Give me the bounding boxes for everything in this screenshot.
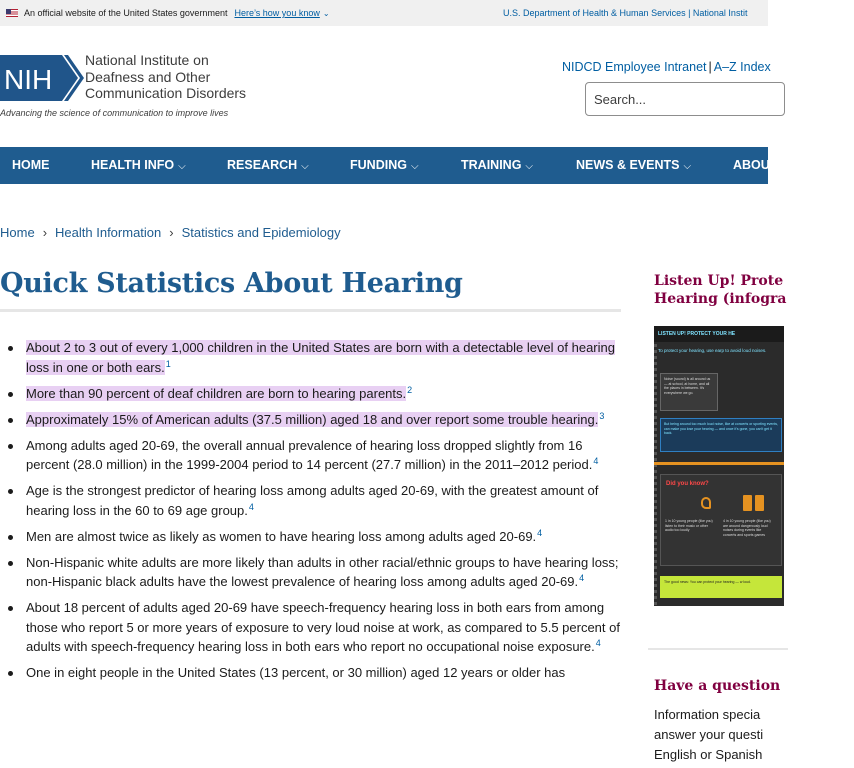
nav-health-info-label: HEALTH INFO — [91, 158, 175, 172]
employee-intranet-link[interactable]: NIDCD Employee Intranet — [562, 60, 707, 74]
footnote-link[interactable]: 3 — [599, 410, 605, 421]
hhs-link[interactable]: U.S. Department of Health & Human Services | National Instit — [503, 8, 748, 18]
list-item — [0, 384, 621, 404]
stat-text: Among adults aged 20-69, the overall annual prevalence of hearing loss dropped slightly from 16 percent (28.0 million) in the 1999-2004 period to 14 percent (27.7 million) in the 2011–2012 period. — [26, 437, 593, 472]
nav-home[interactable] — [12, 147, 50, 184]
breadcrumb — [0, 225, 341, 240]
footnote-link[interactable]: 4 — [248, 501, 254, 512]
nav-news-events[interactable] — [576, 147, 691, 184]
infographic-title[interactable] — [654, 272, 786, 308]
stat-text: Age is the strongest predictor of hearing loss among adults aged 20-69, with the greatest amount of hearing loss in the 60 to 69 age group. — [26, 483, 599, 518]
did-you-know-left: 1 in 10 young people (like you) listen to their music or other audio too loudly — [665, 519, 713, 532]
breadcrumb-health-information[interactable]: Health Information — [55, 225, 162, 240]
list-item — [0, 436, 621, 475]
gov-banner — [0, 0, 768, 26]
speaker-icon — [743, 495, 752, 511]
stat-text: Non-Hispanic white adults are more likely than adults in other racial/ethnic groups to have hearing loss; non-Hispanic black adults have the lowest prevalence of hearing loss among adults aged 20-69. — [26, 554, 619, 589]
question-line-1: Information specia — [654, 707, 761, 722]
stat-text: One in eight people in the United States (13 percent, or 30 million) aged 12 years or older has — [26, 665, 566, 680]
infographic-image[interactable] — [654, 326, 784, 606]
list-item — [0, 481, 621, 520]
chevron-down-icon: ⌵ — [178, 161, 186, 172]
ear-icon — [701, 497, 711, 509]
footnote-link[interactable]: 4 — [537, 527, 543, 538]
stat-text: Approximately 15% of American adults (37.5 million) aged 18 and over report some trouble hearing. — [26, 411, 599, 427]
nav-training[interactable] — [461, 147, 533, 184]
chevron-down-icon: ⌵ — [683, 161, 692, 172]
question-line-2: answer your questi — [654, 727, 764, 742]
stat-text: Men are almost twice as likely as women to have hearing loss among adults aged 20-69. — [26, 528, 537, 544]
footnote-link[interactable]: 4 — [595, 638, 601, 648]
breadcrumb-statistics[interactable]: Statistics and Epidemiology — [181, 225, 341, 240]
infographic-did-you-know — [660, 474, 782, 566]
sidebar-divider — [648, 648, 788, 650]
nav-news-events-label: NEWS & EVENTS — [576, 158, 680, 172]
a-z-index-link[interactable]: A–Z Index — [713, 60, 771, 74]
infographic-edge — [654, 326, 657, 606]
breadcrumb-home[interactable]: Home — [0, 225, 35, 240]
did-you-know-title: Did you know? — [666, 481, 709, 487]
list-item — [0, 598, 621, 657]
utility-separator: | — [708, 60, 712, 74]
institute-name — [85, 52, 265, 102]
infographic-good-news: The good news: You can protect your hearing — w loud. — [660, 576, 782, 598]
footnote-link[interactable]: 4 — [579, 573, 585, 583]
utility-links — [562, 60, 771, 74]
nav-home-label: HOME — [12, 158, 50, 172]
nav-health-info[interactable] — [91, 147, 186, 184]
infographic-noise-box: Noise (sound) is all around us — at school, at home, and all the places in between. It's everywhere we go. — [660, 373, 718, 411]
list-item — [0, 527, 621, 547]
nav-training-label: TRAINING — [461, 158, 522, 172]
official-site-text: An official website of the United States government — [24, 8, 228, 18]
speaker-icon — [755, 495, 764, 511]
heres-how-you-know-link[interactable]: Here’s how you know — [234, 8, 320, 18]
stats-list — [0, 338, 621, 689]
nih-logo-icon[interactable] — [0, 53, 80, 103]
chevron-right-icon: › — [169, 225, 174, 240]
chevron-down-icon: ⌵ — [301, 161, 309, 172]
stat-text: About 2 to 3 out of every 1,000 children in the United States are born with a detectable level of hearing loss in one or both ears. — [26, 340, 615, 375]
did-you-know-right: 4 in 10 young people (like you) are around dangerously loud noises during events like concerts and sports games — [723, 519, 771, 537]
chevron-right-icon: › — [42, 225, 48, 240]
title-divider — [0, 309, 621, 312]
infographic-divider — [654, 462, 784, 465]
page-title: Quick Statistics About Hearing — [0, 268, 463, 299]
have-a-question-title: Have a question — [654, 678, 781, 694]
search-box — [585, 82, 785, 116]
institute-name-line-3: Communication Disorders — [85, 85, 247, 101]
infographic-title-line-1: Listen Up! Prote — [654, 273, 784, 289]
chevron-down-icon: ⌵ — [525, 161, 534, 172]
chevron-down-icon[interactable]: ⌄ — [322, 8, 330, 18]
tagline: Advancing the science of communication to improve lives — [0, 108, 229, 118]
infographic-sub: To protect your hearing, use earp to avoid loud noises. — [658, 348, 767, 353]
list-item — [0, 410, 621, 430]
stat-text: More than 90 percent of deaf children are born to hearing parents. — [26, 385, 407, 401]
footnote-link[interactable]: 2 — [407, 384, 413, 395]
nav-research-label: RESEARCH — [227, 158, 298, 172]
main-nav — [0, 147, 768, 184]
nav-about-label: ABOU — [733, 158, 770, 172]
infographic-head: LISTEN UP! PROTECT YOUR HE — [654, 326, 784, 342]
list-item — [0, 338, 621, 377]
institute-name-line-1: National Institute on — [85, 52, 209, 68]
institute-name-line-2: Deafness and Other — [85, 68, 211, 85]
question-line-3: English or Spanish — [654, 747, 763, 762]
search-input[interactable] — [586, 83, 784, 116]
svg-text:NIH: NIH — [4, 64, 53, 95]
list-item — [0, 553, 621, 592]
footnote-link[interactable]: 4 — [593, 456, 599, 466]
nav-about[interactable] — [733, 147, 770, 184]
nav-funding[interactable] — [350, 147, 419, 184]
nav-research[interactable] — [227, 147, 309, 184]
infographic-title-line-2: Hearing (infogra — [654, 291, 787, 307]
have-a-question-text — [654, 705, 854, 765]
stat-text: About 18 percent of adults aged 20-69 have speech-frequency hearing loss in both ears from among those who report 5 or more years of exposure to very loud noise at work, as compared to 5.5 percent of adults with speech-frequency hearing loss in both ears who report no occupational noise exposure. — [26, 600, 620, 654]
footnote-link[interactable]: 1 — [165, 358, 171, 369]
us-flag-icon — [6, 9, 18, 17]
list-item — [0, 663, 621, 683]
nav-funding-label: FUNDING — [350, 158, 407, 172]
chevron-down-icon: ⌵ — [410, 161, 419, 172]
infographic-warning-box: But being around too much loud noise, like at concerts or sporting events, can make you lose your hearing — and once it's gone, you can't get it back. — [660, 418, 782, 452]
